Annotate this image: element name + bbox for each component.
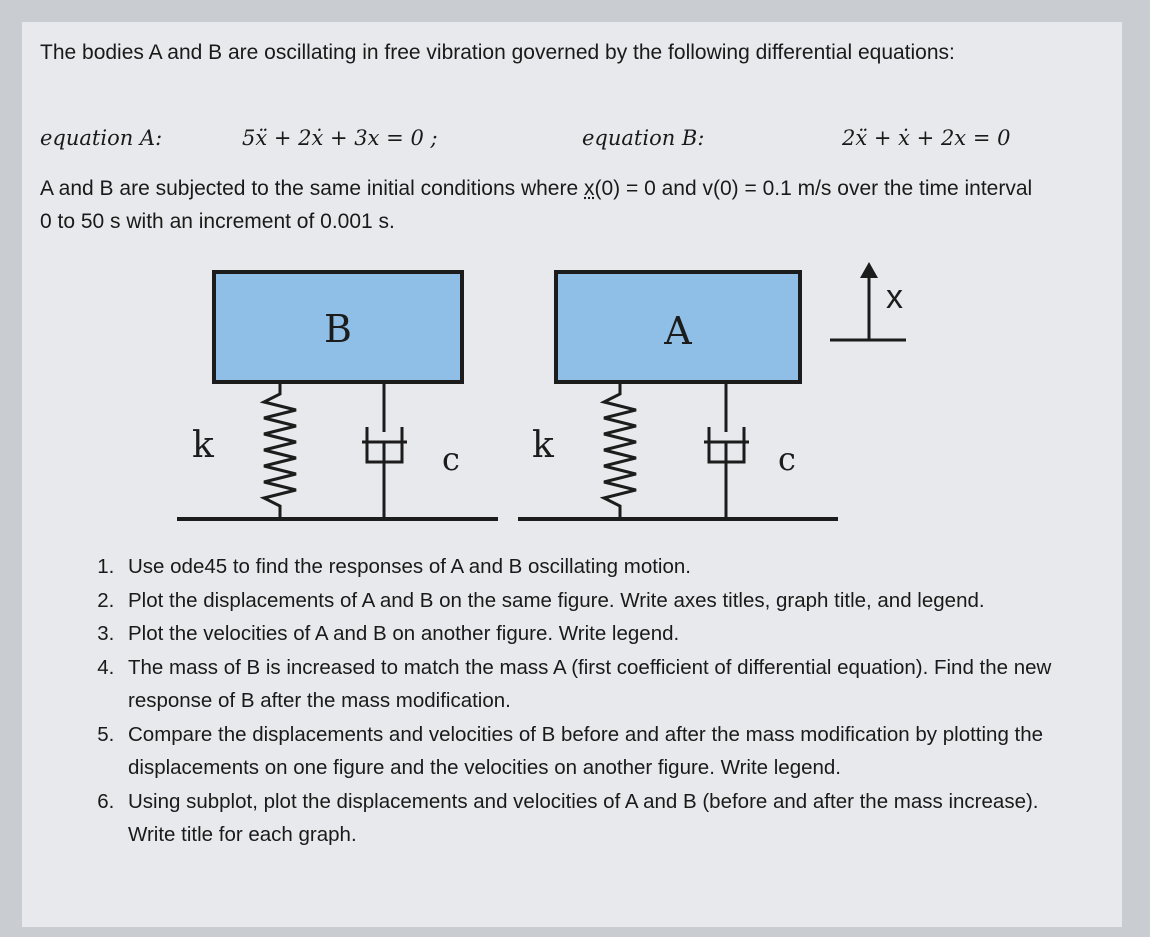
damper-b bbox=[362, 384, 407, 519]
equation-a: 5ẍ + 2ẋ + 3x = 0 ; bbox=[242, 126, 438, 150]
spring-b bbox=[264, 384, 296, 519]
intro-text: The bodies A and B are oscillating in free vibration governed by the following differential equations: bbox=[40, 41, 955, 64]
body-a-label: A bbox=[664, 309, 692, 353]
conditions-after: (0) = 0 and v(0) = 0.1 m/s over the time interval 0 to 50 s with an increment of 0.001 s. bbox=[40, 177, 1033, 233]
damper-a bbox=[704, 384, 749, 519]
task-item: 4. The mass of B is increased to match the mass A (first coefficient of differential equation). Find the new response of B after the mass modification. bbox=[120, 651, 1080, 718]
spring-a bbox=[604, 384, 636, 519]
body-b-label: B bbox=[324, 307, 352, 351]
spring-b-k-label: k bbox=[192, 425, 214, 466]
equation-a-label: equation A: bbox=[40, 126, 163, 150]
spring-a-k-label: k bbox=[532, 425, 554, 466]
task-item: 1. Use ode45 to find the responses of A and B oscillating motion. bbox=[120, 550, 1080, 584]
task-list bbox=[78, 550, 1080, 852]
spring-damper-diagram bbox=[22, 22, 1122, 542]
task-item: 2. Plot the displacements of A and B on the same figure. Write axes titles, graph title, and legend. bbox=[120, 584, 1080, 618]
damper-a-c-label: c bbox=[778, 440, 796, 478]
conditions-x-variable: x bbox=[584, 177, 595, 200]
task-item: 5. Compare the displacements and velocities of B before and after the mass modification by plotting the displacements on one figure and the velocities on another figure. Write legend. bbox=[120, 718, 1080, 785]
equation-b: 2ẍ + ẋ + 2x = 0 bbox=[842, 126, 1011, 150]
conditions-before: A and B are subjected to the same initial conditions where bbox=[40, 177, 584, 200]
damper-b-c-label: c bbox=[442, 440, 460, 478]
equation-b-label: equation B: bbox=[582, 126, 705, 150]
x-axis-label: x bbox=[886, 278, 903, 316]
task-item: 3. Plot the velocities of A and B on another figure. Write legend. bbox=[120, 617, 1080, 651]
task-item: 6. Using subplot, plot the displacements and velocities of A and B (before and after the mass increase). Write title for each graph. bbox=[120, 785, 1080, 852]
problem-sheet bbox=[22, 22, 1122, 927]
